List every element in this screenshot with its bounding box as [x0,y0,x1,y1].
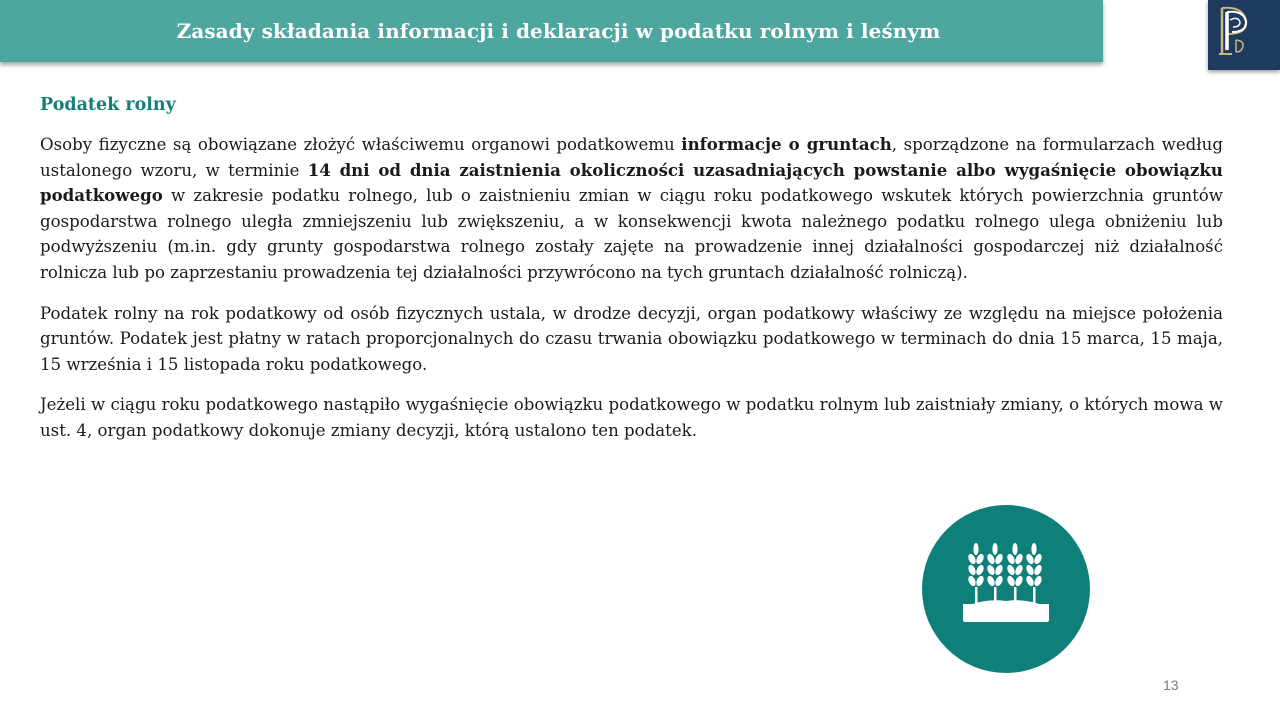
paragraph-text: w zakresie podatku rolnego, lub o zaistnieniu zmian w ciągu roku podatkowego wskutek których powierzchnia gruntów gospodarstwa rolnego uległa zmniejszeniu lub zwiększeniu, a w konsekwencji kwota należnego podatku rolnego ulega obniżeniu lub podwyższeniu (m.in. gdy grunty gospodarstwa rolnego zostały zajęte na prowadzenie innej działalności gospodarczej niż działalność rolnicza lub po zaprzestaniu prowadzenia tej działalności przywrócono na tych gruntach działalność rolniczą). [40,186,1223,282]
paragraph-decision-change: Jeżeli w ciągu roku podatkowego nastąpiło wygaśnięcie obowiązku podatkowego w podatku rolnym lub zaistniały zmiany, o których mowa w ust. 4, organ podatkowy dokonuje zmiany decyzji, którą ustalono ten podatek. [40,395,1223,440]
paragraph-information-obligation [40,132,1223,286]
paragraph-text: , sporządzone na formularzach według ustalonego wzoru, w terminie [40,135,1223,180]
emphasis-land-information: informacje o gruntach [681,134,892,154]
content-area [40,92,1223,459]
emphasis-deadline: 14 dni od dnia zaistnienia okoliczności uzasadniających powstanie albo wygaśnięcie obowiązku podatkowego [40,159,1223,206]
title-bar [0,0,1103,62]
page-number: 13 [1163,677,1179,693]
wheat-illustration [922,505,1090,673]
wheat-icon [922,505,1090,673]
paragraph-tax-decision: Podatek rolny na rok podatkowy od osób fizycznych ustala, w drodze decyzji, organ podatkowy właściwy ze względu na miejsce położenia gruntów. Podatek jest płatny w ratach proporcjonalnych do czasu trwania obowiązku podatkowego w terminach do dnia 15 marca, 15 maja, 15 września i 15 listopada roku podatkowego. [40,303,1223,374]
section-heading: Podatek rolny [40,95,176,115]
slide-title: Zasady składania informacji i deklaracji w podatku rolnym i leśnym [176,19,941,43]
logo-graphic [1208,0,1280,70]
paragraph-text: Osoby fizyczne są obowiązane złożyć właściwemu organowi podatkowemu [40,135,682,154]
publisher-logo-icon [1208,0,1280,70]
